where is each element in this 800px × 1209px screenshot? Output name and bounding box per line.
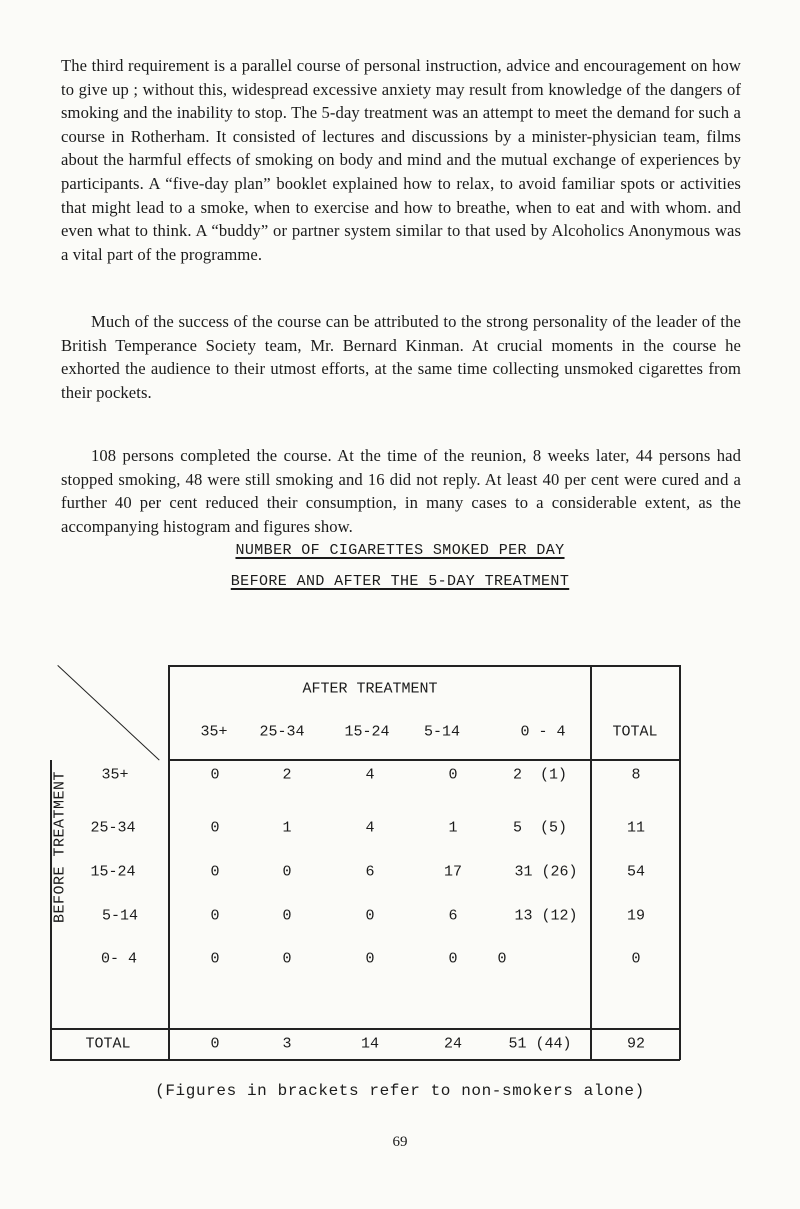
table-cell: 1 xyxy=(448,819,458,837)
table-top-border xyxy=(168,665,680,667)
table-cell: 0 xyxy=(365,950,375,968)
row-label: 15-24 xyxy=(90,863,136,881)
table-cell: 6 xyxy=(365,863,375,881)
table-cell: 0 xyxy=(448,766,458,784)
table-cell: 17 xyxy=(443,863,463,881)
after-treatment-header: AFTER TREATMENT xyxy=(302,680,438,698)
table-cell: 0 xyxy=(210,819,220,837)
table-title-text: NUMBER OF CIGARETTES SMOKED PER DAY xyxy=(235,542,565,559)
totals-row-label: TOTAL xyxy=(85,1035,131,1053)
paragraph-text: 108 persons completed the course. At the time of the reunion, 8 weeks later, 44 persons had stopped smoking, 48 were still smoking and 16 did not reply. At least 40 per cent were cured and a further 40 per cent reduced their consumption, in many cases to a considerable extent, as the accompanying histogram and figures show. xyxy=(61,446,741,536)
column-header: 5-14 xyxy=(423,723,461,741)
row-total: 0 xyxy=(631,950,641,968)
paragraph-text: The third requirement is a parallel course of personal instruction, advice and encouragement on how to give up ; without this, widespread excessive anxiety may result from knowledge of the dangers of smoking and the inability to stop. The 5-day treatment was an attempt to meet the demand for such a course in Rotherham. It consisted of lectures and discussions by a minister-physician team, films about the harmful effects of smoking on body and mind and the mutual exchange of experiences by participants. A “five-day plan” booklet explained how to relax, to avoid familiar spots or activities that might lead to a smoke, when to exercise and how to breathe, when to eat and with whom. and even what to think. A “buddy” or partner system similar to that used by Alcoholics Anonymous was a vital part of the programme. xyxy=(61,56,741,264)
table-footnote: (Figures in brackets refer to non-smokers alone) xyxy=(155,1082,645,1100)
table-cell: 0 xyxy=(282,863,292,881)
table-cell: 2 (1) xyxy=(512,766,568,784)
table-cell: 0 xyxy=(497,950,507,968)
row-total: 8 xyxy=(631,766,641,784)
row-total: 11 xyxy=(626,819,646,837)
total-cell: 0 xyxy=(210,1035,220,1053)
table-cell: 0 xyxy=(282,907,292,925)
row-label: 0- 4 xyxy=(100,950,138,968)
before-treatment-label: BEFORE TREATMENT xyxy=(51,770,69,924)
paragraph-text: Much of the success of the course can be attributed to the strong personality of the leader of the British Temperance Society team, Mr. Bernard Kinman. At crucial moments in the course he exhorted the audience to their utmost efforts, at the same time collecting unsmoked cigarettes from their pockets. xyxy=(61,312,741,402)
table-cell: 0 xyxy=(210,766,220,784)
total-column-divider xyxy=(590,665,592,1060)
table-cell: 31 (26) xyxy=(514,863,578,881)
row-label: 25-34 xyxy=(90,819,136,837)
grand-total: 92 xyxy=(626,1035,646,1053)
row-label: 5-14 xyxy=(101,907,139,925)
total-cell: 51 (44) xyxy=(508,1035,572,1053)
table-right-border xyxy=(679,665,681,1060)
table-cell: 0 xyxy=(448,950,458,968)
stub-divider xyxy=(168,665,170,1060)
table-title-text: BEFORE AND AFTER THE 5-DAY TREATMENT xyxy=(230,573,570,590)
table-cell: 0 xyxy=(210,907,220,925)
table-cell: 5 (5) xyxy=(512,819,568,837)
header-bottom-border xyxy=(168,759,680,761)
table-cell: 6 xyxy=(448,907,458,925)
row-label: 35+ xyxy=(101,766,129,784)
table-cell: 13 (12) xyxy=(514,907,578,925)
table-cell: 0 xyxy=(282,950,292,968)
total-cell: 14 xyxy=(360,1035,380,1053)
table-cell: 1 xyxy=(282,819,292,837)
total-column-header: TOTAL xyxy=(612,723,658,741)
column-header: 15-24 xyxy=(344,723,390,741)
table-cell: 0 xyxy=(210,863,220,881)
table-cell: 4 xyxy=(365,819,375,837)
table-bottom-border xyxy=(50,1059,680,1061)
table-cell: 0 xyxy=(365,907,375,925)
table-cell: 0 xyxy=(210,950,220,968)
column-header: 35+ xyxy=(200,723,228,741)
total-top-border xyxy=(50,1028,680,1030)
row-total: 54 xyxy=(626,863,646,881)
corner-diagonal xyxy=(57,665,159,761)
total-cell: 3 xyxy=(282,1035,292,1053)
column-header: 0 - 4 xyxy=(520,723,566,741)
page-number: 69 xyxy=(392,1134,408,1150)
total-cell: 24 xyxy=(443,1035,463,1053)
row-total: 19 xyxy=(626,907,646,925)
table-cell: 2 xyxy=(282,766,292,784)
table-cell: 4 xyxy=(365,766,375,784)
column-header: 25-34 xyxy=(259,723,305,741)
